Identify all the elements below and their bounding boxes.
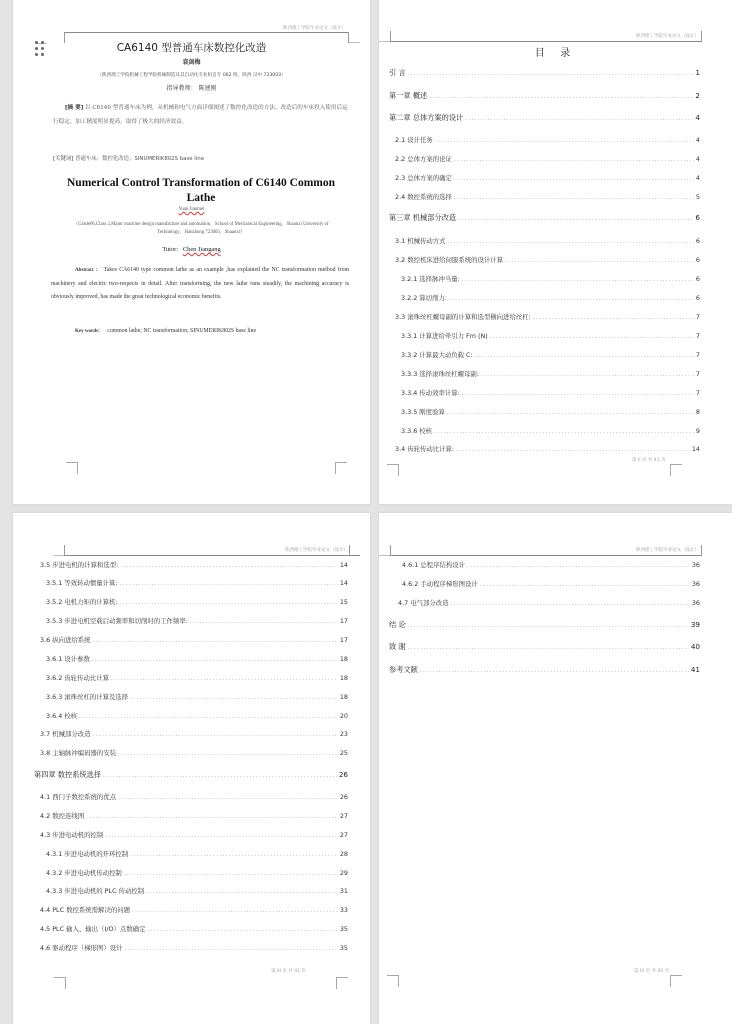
toc-entry[interactable]	[395, 135, 700, 144]
header-corner-mark	[379, 555, 390, 556]
toc-entry-page: 39	[690, 620, 700, 629]
toc-leader-dots	[120, 600, 338, 606]
toc-entry[interactable]	[46, 616, 348, 625]
toc-entry-page: 41	[690, 665, 700, 674]
toc-leader-dots	[462, 277, 694, 283]
toc-entry-page: 14	[691, 445, 700, 453]
footer-corner-mark	[66, 462, 78, 474]
toc-entry[interactable]	[395, 154, 700, 163]
toc-entry-label: 3.5.1 等效转动惯量计算:	[46, 579, 118, 587]
toc-entry[interactable]	[402, 560, 700, 569]
toc-entry-label: 3.6.3 滚珠丝杠的计算及选择	[46, 693, 129, 701]
toc-entry[interactable]	[40, 635, 348, 644]
page-1-abstract	[13, 0, 370, 504]
toc-entry-page: 28	[339, 850, 348, 858]
toc-leader-dots	[458, 216, 693, 222]
author-cn: 袁剑梅	[182, 59, 201, 66]
toc-entry-page: 9	[695, 427, 700, 435]
toc-leader-dots	[93, 732, 338, 738]
toc-entry-page: 20	[339, 712, 348, 720]
toc-entry-label: 3.3.3 选择滚珠丝杠螺母副:	[401, 370, 479, 378]
toc-entry-label: 4.6.1 总程序结构设计	[402, 561, 466, 569]
toc-leader-dots	[147, 927, 337, 933]
toc-entry-label: 4.3.2 步进电动机传动控制	[46, 869, 122, 877]
page-2-toc	[379, 0, 732, 504]
toc-entry-page: 35	[339, 925, 348, 933]
keywords-en-label: Key words：	[75, 329, 103, 334]
toc-entry[interactable]	[40, 943, 348, 952]
toc-entry-page: 7	[695, 370, 700, 378]
toc-entry[interactable]	[40, 792, 348, 801]
author-en-text: Yuan Jianmei	[178, 207, 205, 212]
toc-entry-label: 第一章 概述	[389, 91, 428, 100]
toc-leader-dots	[105, 833, 338, 839]
toc-leader-dots	[120, 581, 338, 587]
toc-leader-dots	[454, 176, 694, 182]
toc-entry-label: 4.3 步进电动机的控制	[40, 831, 104, 839]
toc-entry-page: 6	[695, 256, 700, 264]
toc-entry-label: 2.2 总体方案的论证	[395, 155, 452, 163]
toc-entry-page: 4	[695, 174, 700, 182]
toc-entry[interactable]	[46, 692, 348, 701]
toc-entry-label: 3.5.2 电机力矩的计算机:	[46, 598, 118, 606]
toc-entry-label: 3.3.6 校核	[401, 427, 433, 435]
toc-entry[interactable]	[46, 654, 348, 663]
toc-entry-label: 4.3.1 步进电动机的开环控制	[46, 850, 129, 858]
toc-entry-label: 引 言	[389, 68, 406, 77]
toc-leader-dots	[408, 71, 694, 77]
toc-leader-dots	[92, 657, 338, 663]
toc-entry[interactable]	[401, 274, 700, 283]
toc-entry-label: 3.3.1 计算进给牵引力 Fm (N)	[401, 332, 488, 340]
toc-entry-page: 8	[695, 408, 700, 416]
toc-title: 目 录	[534, 48, 577, 59]
keywords-en-text: common lathe; NC transformation; SINUMERIK802S base line	[107, 328, 257, 334]
toc-leader-dots	[447, 410, 694, 416]
toc-leader-dots	[475, 353, 694, 359]
toc-entry[interactable]	[389, 213, 700, 223]
toc-entry[interactable]	[395, 312, 700, 321]
toc-entry-label: 4.2 数控连线图	[40, 812, 85, 820]
thesis-title-cn: CA6140 型普通车床数控化改造	[116, 42, 267, 54]
tutor-en-label: Tutor:	[162, 246, 179, 253]
footer-corner-mark	[387, 464, 399, 476]
toc-entry-label: 3.2 数控机床进给伺服系统的设计计算	[395, 256, 504, 264]
toc-leader-dots	[454, 195, 694, 201]
toc-entry[interactable]	[395, 255, 700, 264]
toc-entry-label: 4.4 PLC 数控系统需解决的问题	[40, 906, 131, 914]
toc-entry[interactable]	[395, 173, 700, 182]
abstract-en-label: Abstract ：	[75, 268, 102, 273]
toc-entry-page: 7	[695, 332, 700, 340]
toc-entry[interactable]	[40, 830, 348, 839]
toc-entry-label: 3.1 机械传动方式	[395, 237, 446, 245]
running-header: 陕西理工学院毕业论文（设计）	[285, 548, 348, 553]
toc-leader-dots	[456, 447, 690, 453]
toc-leader-dots	[434, 429, 694, 435]
toc-entry-label: 2.3 总体方案的确定	[395, 174, 452, 182]
running-header: 陕西理工学院毕业论文（设计）	[636, 548, 699, 553]
toc-leader-dots	[118, 795, 338, 801]
toc-leader-dots	[462, 391, 694, 397]
toc-entry[interactable]	[401, 293, 700, 302]
abstract-en	[51, 264, 349, 305]
toc-entry-page: 6	[695, 275, 700, 283]
toc-leader-dots	[451, 601, 690, 607]
toc-entry-page: 7	[695, 313, 700, 321]
footer-corner-mark	[54, 977, 66, 989]
toc-entry[interactable]	[401, 388, 700, 397]
toc-leader-dots	[505, 258, 694, 264]
toc-entry[interactable]	[389, 642, 700, 652]
header-corner-mark	[53, 555, 64, 556]
toc-leader-dots	[429, 94, 693, 100]
page-footer: 第 II 页 共 41 页	[632, 458, 666, 463]
toc-entry-label: 3.2.1 选择脉冲当量:	[401, 275, 460, 283]
toc-leader-dots	[130, 852, 338, 858]
toc-entry-label: 3.3.2 计算最大动负载 C:	[401, 351, 473, 359]
toc-entry-label: 3.5.3 步进电机空载启动频率和切削时的工作频率:	[46, 617, 188, 625]
toc-entry-label: 3.5 步进电机的计算和选型:	[40, 561, 119, 569]
toc-entry-label: 3.7 机械部分改造	[40, 730, 91, 738]
toc-entry[interactable]	[46, 597, 348, 606]
toc-entry[interactable]	[40, 560, 348, 569]
header-rule	[64, 32, 349, 33]
footer-corner-mark	[335, 462, 347, 474]
toc-entry-label: 第三章 机械部分改造	[389, 213, 456, 222]
header-corner-mark	[701, 31, 702, 42]
toc-entry-page: 18	[339, 655, 348, 663]
running-header: 陕西理工学院毕业论文（设计）	[283, 26, 346, 31]
toc-entry-label: 3.4 齿轮传动比计算:	[395, 445, 455, 453]
toc-entry-label: 参考文献	[389, 665, 418, 674]
toc-entry[interactable]	[395, 444, 700, 453]
tutor-cn: 指导教师： 陈建刚	[166, 85, 217, 92]
toc-entry-page: 40	[690, 642, 700, 651]
affiliation-cn: （陕西理工学院机械工程学院机械制造及其自动化专业机自专 062 班，陕西 汉中 723003）	[97, 73, 286, 78]
toc-entry-label: 第四章 数控系统选择	[34, 770, 101, 779]
toc-entry-page: 29	[339, 869, 348, 877]
toc-entry-label: 4.7 电气部分改造	[398, 599, 449, 607]
footer-corner-mark	[670, 464, 682, 476]
toc-entry[interactable]	[395, 192, 700, 201]
page-4-toc	[379, 513, 732, 1024]
toc-leader-dots	[86, 814, 338, 820]
toc-leader-dots	[480, 582, 690, 588]
toc-entry-page: 25	[339, 749, 348, 757]
tutor-en	[13, 246, 370, 253]
toc-entry-page: 7	[695, 389, 700, 397]
toc-entry-page: 36	[691, 561, 700, 569]
toc-entry-page: 7	[695, 351, 700, 359]
toc-leader-dots	[111, 676, 338, 682]
toc-entry-page: 4	[695, 136, 700, 144]
toc-leader-dots	[490, 334, 694, 340]
toc-leader-dots	[120, 563, 338, 569]
toc-leader-dots	[454, 157, 694, 163]
toc-entry[interactable]	[402, 579, 700, 588]
toc-entry-page: 14	[339, 579, 348, 587]
toc-leader-dots	[533, 315, 694, 321]
toc-leader-dots	[130, 695, 338, 701]
header-rule	[390, 41, 702, 42]
toc-entry-label: 结 论	[389, 620, 406, 629]
keywords-en	[75, 327, 256, 334]
toc-entry[interactable]	[40, 729, 348, 738]
toc-leader-dots	[132, 908, 338, 914]
toc-entry-page: 5	[695, 193, 700, 201]
toc-entry-page: 26	[339, 793, 348, 801]
page-3-toc	[13, 513, 370, 1024]
toc-entry[interactable]	[401, 426, 700, 435]
toc-entry[interactable]	[40, 924, 348, 933]
toc-entry[interactable]	[46, 673, 348, 682]
toc-leader-dots	[467, 563, 690, 569]
toc-entry[interactable]	[34, 770, 348, 780]
toc-entry-page: 36	[691, 599, 700, 607]
toc-entry-page: 35	[339, 944, 348, 952]
page-footer: 第 III 页 共 41 页	[271, 969, 306, 974]
footer-corner-mark	[336, 977, 348, 989]
abstract-cn-label: [摘 要]	[65, 105, 84, 111]
toc-entry-label: 4.5 PLC 输入、输出（I/O）点数确定	[40, 925, 146, 933]
toc-entry[interactable]	[389, 620, 700, 630]
header-corner-mark	[379, 41, 390, 42]
toc-entry[interactable]	[389, 113, 700, 123]
keywords-cn	[53, 154, 204, 162]
keywords-cn-label: [关键词]	[53, 156, 74, 162]
header-corner-mark	[349, 545, 350, 556]
toc-entry-page: 2	[695, 91, 700, 100]
toc-entry-label: 第二章 总体方案的设计	[389, 113, 464, 122]
tutor-en-name: Chen Jiangang	[182, 246, 221, 253]
affiliation-en: （Grade06,Class 2,Major machine design manufacture and automation，School of Mechanical Engineering，Shaanxi University of Technology，Hanzhong 723003，Shaanxi）	[73, 222, 329, 235]
toc-entry-page: 14	[339, 561, 348, 569]
toc-entry-page: 6	[695, 213, 700, 222]
toc-entry-label: 3.6.1 设计参数	[46, 655, 90, 663]
toc-leader-dots	[118, 751, 338, 757]
toc-entry-page: 17	[339, 617, 348, 625]
abstract-cn-text: 以 C6140 型普通车床为例，从机械和电气方面详细阐述了数控化改造的方法。改造后的车床投入使用后运行稳定，加工精度明显提高，取得了极大的经济效益。	[53, 105, 348, 125]
toc-entry[interactable]	[401, 331, 700, 340]
toc-leader-dots	[449, 296, 694, 302]
toc-leader-dots	[408, 623, 689, 629]
toc-entry[interactable]	[401, 350, 700, 359]
toc-leader-dots	[190, 619, 338, 625]
toc-leader-dots	[465, 116, 693, 122]
toc-entry-label: 3.6 纵向进给系统	[40, 636, 91, 644]
author-en	[13, 207, 370, 212]
toc-entry-page: 36	[691, 580, 700, 588]
toc-leader-dots	[420, 668, 689, 674]
toc-entry-label: 4.6.2 手动程序梯形图设计	[402, 580, 478, 588]
header-rule	[64, 555, 360, 556]
toc-entry-label: 3.3.5 刚度验算	[401, 408, 445, 416]
toc-entry-label: 2.1 设计任务	[395, 136, 433, 144]
toc-entry[interactable]	[389, 665, 700, 675]
abstract-en-text: Takes CA6140 type common lathe as an example ,has explained the NC transformation method from machinery and electric two-respects in detail. After transforming, the new lathe runs steadily, the machining accuracy is obviously improved, has made the great technological economic benefits.	[51, 267, 350, 300]
toc-entry[interactable]	[46, 711, 348, 720]
toc-entry-page: 15	[339, 598, 348, 606]
toc-entry[interactable]	[46, 886, 348, 895]
toc-entry[interactable]	[40, 811, 348, 820]
toc-entry-page: 6	[695, 294, 700, 302]
header-rule	[390, 555, 702, 556]
toc-entry[interactable]	[40, 905, 348, 914]
toc-entry[interactable]	[389, 68, 700, 78]
toc-entry-label: 3.3.4 传动效率计算:	[401, 389, 460, 397]
toc-entry-page: 31	[339, 887, 348, 895]
toc-entry-label: 致 谢	[389, 642, 406, 651]
drag-handle-icon[interactable]	[35, 41, 45, 55]
toc-entry-page: 18	[339, 693, 348, 701]
toc-leader-dots	[448, 239, 694, 245]
keywords-cn-text: 普通车床；数控化改造；SINUMERIK802S base line	[75, 156, 205, 162]
toc-entry[interactable]	[46, 849, 348, 858]
thesis-title-en: Numerical Control Transformation of C6140 Common Lathe	[67, 177, 335, 204]
toc-leader-dots	[79, 714, 338, 720]
toc-entry-label: 4.3.3 步进电动机的 PLC 传动控制	[46, 887, 145, 895]
toc-leader-dots	[481, 372, 694, 378]
toc-leader-dots	[103, 773, 337, 779]
toc-entry-page: 27	[339, 831, 348, 839]
toc-entry[interactable]	[395, 236, 700, 245]
toc-entry[interactable]	[40, 748, 348, 757]
abstract-cn	[53, 101, 349, 129]
toc-leader-dots	[146, 889, 338, 895]
toc-entry-page: 23	[339, 730, 348, 738]
toc-leader-dots	[124, 871, 338, 877]
toc-entry-page: 17	[339, 636, 348, 644]
toc-entry-label: 4.1 西门子数控系统的优点	[40, 793, 117, 801]
toc-leader-dots	[93, 638, 338, 644]
header-corner-mark	[701, 545, 702, 556]
toc-entry[interactable]	[389, 91, 700, 101]
toc-entry-page: 1	[695, 68, 700, 77]
toc-entry[interactable]	[401, 407, 700, 416]
toc-entry[interactable]	[46, 868, 348, 877]
toc-entry-label: 3.6.2 齿轮传动比计算	[46, 674, 110, 682]
toc-entry-page: 6	[695, 237, 700, 245]
toc-entry[interactable]	[398, 598, 700, 607]
footer-corner-mark	[670, 975, 682, 987]
running-header: 陕西理工学院毕业论文（设计）	[636, 34, 699, 39]
toc-leader-dots	[435, 138, 694, 144]
toc-entry-label: 4.6 驱动程序（梯形图）设计	[40, 944, 123, 952]
toc-entry-label: 2.4 数控系统的选择	[395, 193, 452, 201]
page-footer: 第 IV 页 共 41 页	[634, 969, 670, 974]
footer-corner-mark	[387, 975, 399, 987]
toc-leader-dots	[125, 946, 338, 952]
toc-entry[interactable]	[46, 578, 348, 587]
toc-entry-label: 3.3 滚珠丝杠螺母副的计算和选型横向进给丝杠:	[395, 313, 531, 321]
toc-entry-page: 18	[339, 674, 348, 682]
toc-entry-page: 26	[338, 770, 348, 779]
toc-entry-page: 33	[339, 906, 348, 914]
toc-entry-page: 4	[695, 113, 700, 122]
toc-entry-page: 27	[339, 812, 348, 820]
toc-entry-label: 3.2.2 算切削力:	[401, 294, 448, 302]
toc-entry-label: 3.6.4 校核	[46, 712, 78, 720]
toc-leader-dots	[408, 645, 689, 651]
toc-entry-label: 3.8 主轴脉冲编码器的安装	[40, 749, 117, 757]
toc-entry[interactable]	[401, 369, 700, 378]
toc-entry-page: 4	[695, 155, 700, 163]
